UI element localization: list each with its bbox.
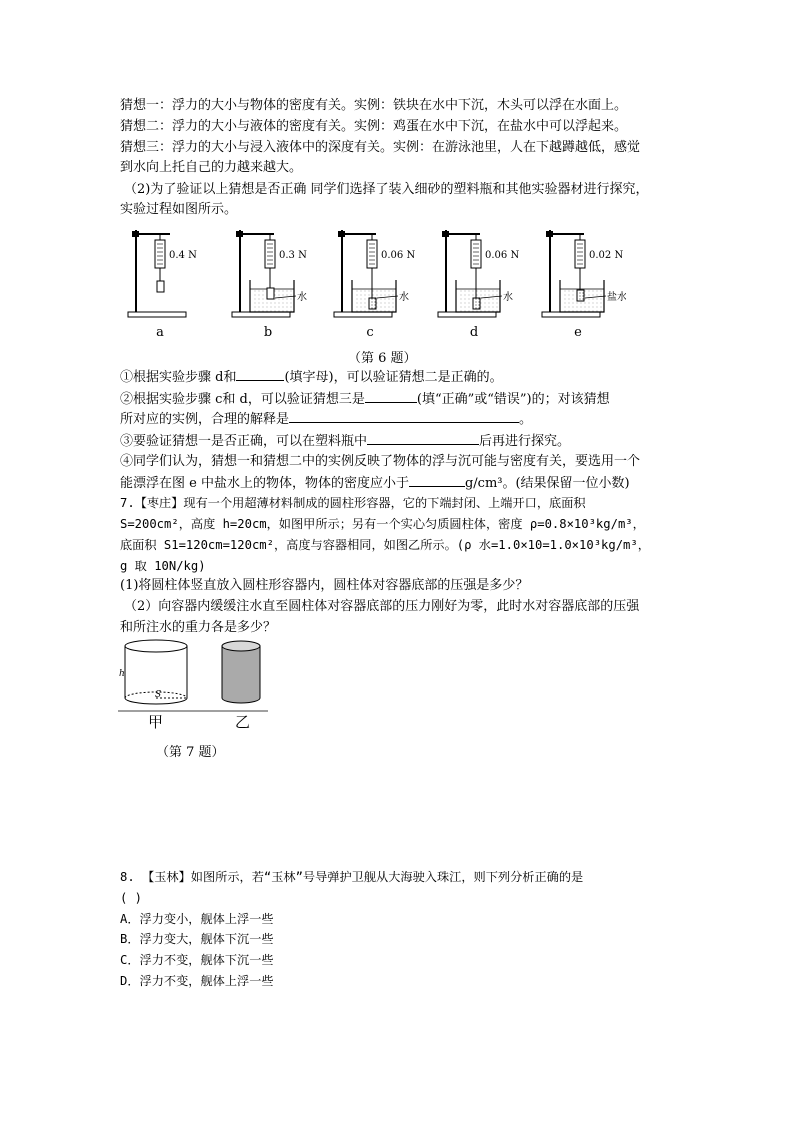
option-a: A．浮力变小，舰体上浮一些: [120, 912, 274, 926]
option-b: B．浮力变大，舰体下沉一些: [120, 932, 274, 946]
panel-label-c: c: [366, 325, 374, 340]
experiment-figure: [126, 226, 626, 346]
answer-blank-5[interactable]: [409, 472, 465, 487]
subq-1: [120, 366, 503, 388]
subq-1-text-a: ①根据实验步骤 d和: [120, 370, 237, 385]
q7-line3: 底面积 S1=120cm=120cm²，高度与容器相同，如图乙所示。(ρ 水=1.0×10=1.0×10³kg/m³，: [120, 538, 650, 552]
q7-line4: g 取 10N/kg): [120, 559, 206, 573]
experiment-panel-d: [438, 230, 519, 340]
q8-line1: 8. 【玉林】如图所示，若“玉林”号导弹护卫舰从大海驶入珠江，则下列分析正确的是: [120, 870, 584, 884]
subq-2: [120, 388, 610, 410]
label-jia: 甲: [148, 713, 164, 731]
label-yi: 乙: [235, 713, 251, 731]
area-label: S: [155, 690, 162, 700]
option-c: C．浮力不变，舰体下沉一些: [120, 953, 274, 967]
panel-label-d: d: [469, 325, 479, 340]
subq-4-text-c: g/cm³。(结果保留一位小数): [464, 476, 630, 491]
q7-line2: S=200cm²，高度 h=20cm，如图甲所示；另有一个实心匀质圆柱体，密度 ρ=0.8×10³kg/m³，: [120, 517, 645, 531]
scale-reading-a: 0.4 N: [169, 250, 197, 261]
subq-2-text-b: (填“正确”或“错误”)的；对该猜想: [416, 392, 610, 407]
subq-3-text-a: ③要验证猜想一是否正确，可以在塑料瓶中: [120, 434, 368, 449]
answer-blank-4[interactable]: [367, 430, 479, 445]
cylinder-figure: [118, 636, 278, 732]
panel-label-b: b: [263, 325, 273, 340]
experiment-panel-c: [334, 230, 415, 340]
option-d: D．浮力不变，舰体上浮一些: [120, 974, 274, 988]
answer-blank-3[interactable]: [289, 408, 519, 423]
guess-3-line1: 猜想三：浮力的大小与浸入液体中的深度有关。实例：在游泳池里，人在下越蹲越低，感觉: [120, 140, 641, 155]
subq-2-text-d: 。: [519, 412, 533, 427]
subq-4-cont: [120, 472, 630, 494]
panel-label-a: a: [156, 325, 164, 340]
experiment-panel-a: [128, 230, 197, 340]
part2-line2: 实验过程如图所示。: [120, 202, 238, 217]
q7-line1: 7.【枣庄】现有一个用超薄材料制成的圆柱形容器，它的下端封闭、上端开口，底面积: [120, 496, 586, 510]
experiment-panel-b: [232, 230, 307, 340]
subq-2-text-c: 所对应的实例，合理的解释是: [120, 412, 290, 427]
answer-blank-2[interactable]: [365, 388, 417, 403]
liquid-label-d: 水: [503, 292, 513, 303]
guess-3-line2: 到水向上托自己的力越来越大。: [120, 160, 303, 175]
subq-2-text-a: ②根据实验步骤 c和 d，可以验证猜想三是: [120, 392, 365, 407]
figure-6-caption: （第 6 题）: [348, 351, 417, 366]
container-jia: [119, 640, 187, 704]
q7-line5: (1)将圆柱体竖直放入圆柱形容器内，圆柱体对容器底部的压强是多少？: [120, 578, 529, 593]
liquid-label-e: 盐水: [607, 292, 626, 303]
q8-line2: ( ): [120, 891, 143, 905]
guess-1: 猜想一：浮力的大小与物体的密度有关。实例：铁块在水中下沉，木头可以浮在水面上。: [120, 98, 628, 113]
answer-blank-1[interactable]: [236, 366, 284, 381]
scale-reading-d: 0.06 N: [485, 250, 520, 261]
q7-line7: 和所注水的重力各是多少？: [120, 620, 277, 635]
experiment-panel-e: [542, 230, 626, 340]
liquid-label-c: 水: [399, 292, 409, 303]
liquid-label-b: 水: [297, 292, 307, 303]
subq-4: ④同学们认为，猜想一和猜想二中的实例反映了物体的浮与沉可能与密度有关，要选用一个: [120, 454, 641, 469]
subq-2-cont: [120, 408, 532, 430]
part2-line1: （2)为了验证以上猜想是否正确 同学们选择了装入细砂的塑料瓶和其他实验器材进行探究，: [124, 182, 649, 197]
figure-7-caption: （第 7 题）: [156, 745, 225, 760]
height-label: h: [119, 669, 125, 679]
panel-label-e: e: [574, 325, 582, 340]
cylinder-yi: [222, 641, 260, 703]
scale-reading-b: 0.3 N: [279, 250, 307, 261]
scale-reading-e: 0.02 N: [589, 250, 624, 261]
subq-1-text-b: (填字母)，可以验证猜想二是正确的。: [284, 370, 503, 385]
q7-line6: （2）向容器内缓缓注水直至圆柱体对容器底部的压力刚好为零，此时水对容器底部的压强: [124, 599, 640, 614]
subq-3: [120, 430, 570, 452]
subq-4-text-b: 能漂浮在图 e 中盐水上的物体，物体的密度应小于: [120, 476, 409, 491]
subq-3-text-b: 后再进行探究。: [479, 434, 571, 449]
scale-reading-c: 0.06 N: [381, 250, 416, 261]
guess-2: 猜想二：浮力的大小与液体的密度有关。实例：鸡蛋在水中下沉，在盐水中可以浮起来。: [120, 119, 628, 134]
